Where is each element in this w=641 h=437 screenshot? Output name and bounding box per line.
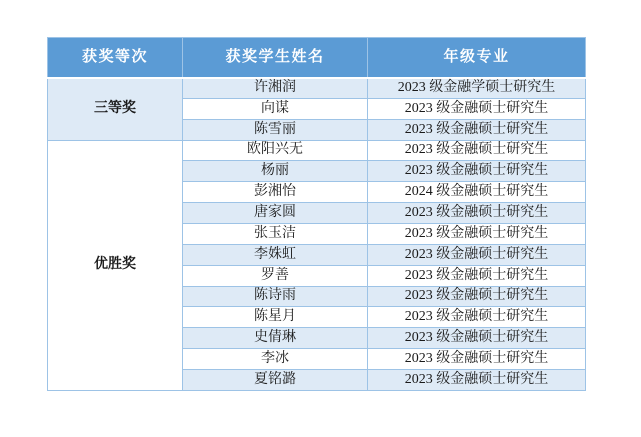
award-level-cell: 三等奖 bbox=[48, 78, 183, 141]
grade-major-cell: 2023 级金融硕士研究生 bbox=[368, 307, 586, 328]
table-row bbox=[48, 78, 586, 99]
col-header-award-level: 获奖等次 bbox=[48, 38, 183, 78]
grade-major-cell: 2024 级金融硕士研究生 bbox=[368, 182, 586, 203]
grade-major-cell: 2023 级金融硕士研究生 bbox=[368, 328, 586, 349]
col-header-grade-major: 年级专业 bbox=[368, 38, 586, 78]
student-name-cell: 陈星月 bbox=[183, 307, 368, 328]
grade-major-cell: 2023 级金融硕士研究生 bbox=[368, 370, 586, 391]
student-name-cell: 张玉洁 bbox=[183, 224, 368, 245]
student-name-cell: 向谋 bbox=[183, 98, 368, 119]
student-name-cell: 李姝虹 bbox=[183, 244, 368, 265]
grade-major-cell: 2023 级金融硕士研究生 bbox=[368, 203, 586, 224]
grade-major-cell: 2023 级金融硕士研究生 bbox=[368, 98, 586, 119]
col-header-student-name: 获奖学生姓名 bbox=[183, 38, 368, 78]
student-name-cell: 李冰 bbox=[183, 349, 368, 370]
grade-major-cell: 2023 级金融硕士研究生 bbox=[368, 119, 586, 140]
grade-major-cell: 2023 级金融硕士研究生 bbox=[368, 224, 586, 245]
award-table bbox=[47, 37, 586, 391]
grade-major-cell: 2023 级金融硕士研究生 bbox=[368, 286, 586, 307]
table-body bbox=[48, 78, 586, 391]
grade-major-cell: 2023 级金融硕士研究生 bbox=[368, 265, 586, 286]
table-header bbox=[48, 38, 586, 78]
student-name-cell: 彭湘怡 bbox=[183, 182, 368, 203]
student-name-cell: 罗善 bbox=[183, 265, 368, 286]
grade-major-cell: 2023 级金融硕士研究生 bbox=[368, 140, 586, 161]
grade-major-cell: 2023 级金融硕士研究生 bbox=[368, 161, 586, 182]
grade-major-cell: 2023 级金融硕士研究生 bbox=[368, 349, 586, 370]
student-name-cell: 陈雪丽 bbox=[183, 119, 368, 140]
grade-major-cell: 2023 级金融学硕士研究生 bbox=[368, 78, 586, 99]
student-name-cell: 史倩琳 bbox=[183, 328, 368, 349]
grade-major-cell: 2023 级金融硕士研究生 bbox=[368, 244, 586, 265]
student-name-cell: 夏铭潞 bbox=[183, 370, 368, 391]
award-level-cell: 优胜奖 bbox=[48, 140, 183, 390]
student-name-cell: 欧阳兴无 bbox=[183, 140, 368, 161]
student-name-cell: 唐家圆 bbox=[183, 203, 368, 224]
student-name-cell: 杨丽 bbox=[183, 161, 368, 182]
student-name-cell: 陈诗雨 bbox=[183, 286, 368, 307]
table-row bbox=[48, 140, 586, 161]
header-row bbox=[48, 38, 586, 78]
student-name-cell: 许湘润 bbox=[183, 78, 368, 99]
